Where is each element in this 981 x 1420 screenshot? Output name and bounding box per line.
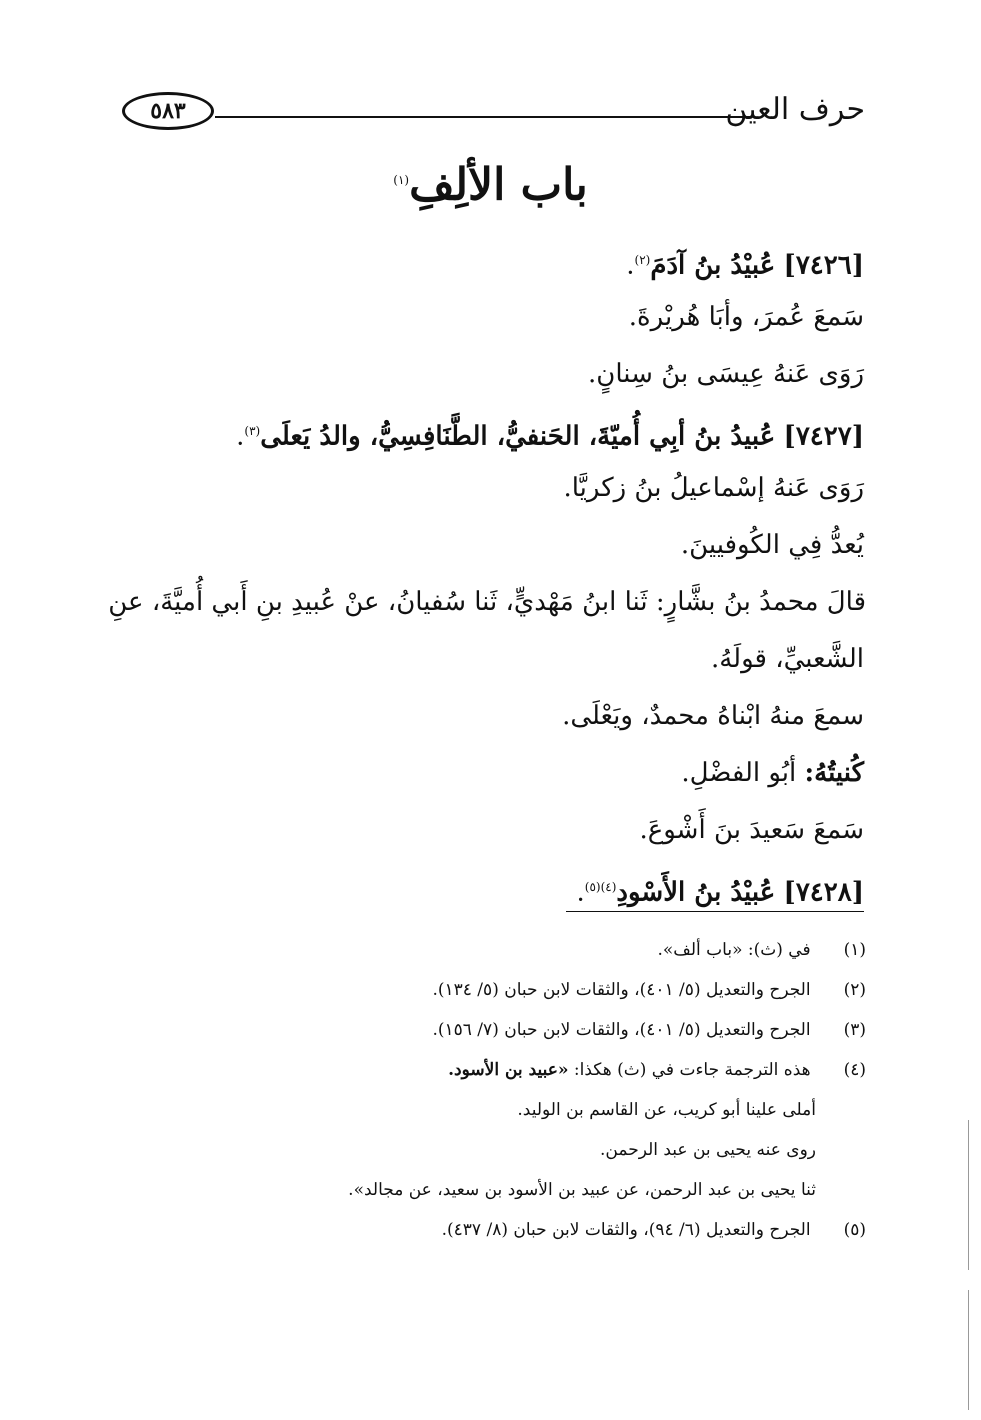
text-line: سَمعَ سَعيدَ بنَ أَشْوعَ. (639, 815, 864, 845)
footnote-number: (٤) (843, 1060, 866, 1080)
footnote-number: (٢) (843, 980, 866, 1000)
footnote-mark: (٢) (634, 253, 651, 267)
kunya-value: أبُو الفضْلِ. (681, 758, 805, 788)
footnote-bold-text: «عبيد بن الأسود. (448, 1060, 569, 1080)
footnote-text: الجرح والتعديل (٥/ ٤٠١)، والثقات لابن حبان (٧/ ١٥٦). (432, 1020, 811, 1040)
text-line: قالَ محمدُ بنُ بشَّارٍ: ثَنا ابنُ مَهْديٍّ، ثَنا سُفيانُ، عنْ عُبيدِ بنِ أَبي أُميَّةَ، عنِ (108, 587, 866, 617)
text-line: الشَّعبيِّ، قولَهُ. (710, 644, 864, 674)
footnote-text: الجرح والتعديل (٦/ ٩٤)، والثقات لابن حبان (٨/ ٤٣٧). (441, 1220, 811, 1240)
entry-end: . (626, 250, 635, 281)
entry-line (118, 236, 864, 293)
footnote-text: هذه الترجمة جاءت في (ث) هكذا: (568, 1060, 811, 1080)
entry-number: [٧٤٢٨] (783, 877, 864, 908)
running-title: حرف العين (725, 92, 865, 127)
footnote-mark: (٣) (244, 424, 261, 438)
chapter-note-mark: (١) (393, 173, 410, 187)
kunya-line (118, 749, 864, 806)
text-line: يُعدُّ فِي الكُوفيينَ. (680, 530, 864, 560)
chapter-heading (0, 150, 981, 216)
entry-end: . (576, 877, 585, 908)
page-number-badge (122, 92, 214, 130)
entry-number: [٧٤٢٧] (783, 421, 864, 452)
entry-line (118, 407, 864, 464)
footnote-number: (٥) (843, 1220, 866, 1240)
footnote (300, 974, 866, 1014)
footnote-separator (566, 911, 864, 912)
main-text (108, 236, 866, 920)
entry-name: عُبيْدُ بنُ الأَسْودِ (616, 877, 776, 908)
footnote-number: (٣) (843, 1020, 866, 1040)
entry-name: عُبيْدُ بنُ آدَمَ (650, 250, 776, 281)
footnote-continuation: أملى علينا أبو كريب، عن القاسم بن الوليد. (517, 1100, 816, 1120)
header-rule (215, 116, 752, 118)
footnotes (300, 934, 866, 1254)
footnote (300, 934, 866, 974)
text-line: سمعَ منهُ ابْناهُ محمدٌ، ويَعْلَى. (562, 701, 864, 731)
text-line: سَمعَ عُمرَ، وأبَا هُريْرةَ. (628, 302, 864, 332)
kunya-label: كُنيتُهُ: (804, 758, 864, 788)
footnote-mark: (٤)(٥) (584, 880, 617, 894)
footnote-number: (١) (843, 940, 866, 960)
scan-edge-line (968, 1290, 969, 1410)
text-line: رَوَى عَنهُ عِيسَى بنُ سِنانٍ. (588, 359, 864, 389)
text-line: رَوَى عَنهُ إسْماعيلُ بنُ زكريَّا. (563, 473, 864, 503)
footnote-continuation: روى عنه يحيى بن عبد الرحمن. (600, 1140, 816, 1160)
footnote (300, 1054, 866, 1094)
entry-name: عُبيدُ بنُ أبِي أُميّةَ، الحَنفيُّ، الطَّنَافِسِيُّ، والدُ يَعلَى (260, 421, 776, 452)
entry-end: . (236, 421, 245, 452)
scan-edge-line (968, 1120, 969, 1270)
footnote (300, 1214, 866, 1254)
footnote-continuation: ثنا يحيى بن عبد الرحمن، عن عبيد بن الأسود بن سعيد، عن مجالد». (348, 1180, 816, 1200)
page-number: ٥٨٣ (150, 98, 186, 124)
footnote (300, 1014, 866, 1054)
entry-number: [٧٤٢٦] (783, 250, 864, 281)
footnote-text: في (ث): «باب ألف». (657, 940, 811, 960)
footnote-text: الجرح والتعديل (٥/ ٤٠١)، والثقات لابن حبان (٥/ ١٣٤). (432, 980, 811, 1000)
chapter-title: باب الألِفِ (409, 159, 588, 211)
